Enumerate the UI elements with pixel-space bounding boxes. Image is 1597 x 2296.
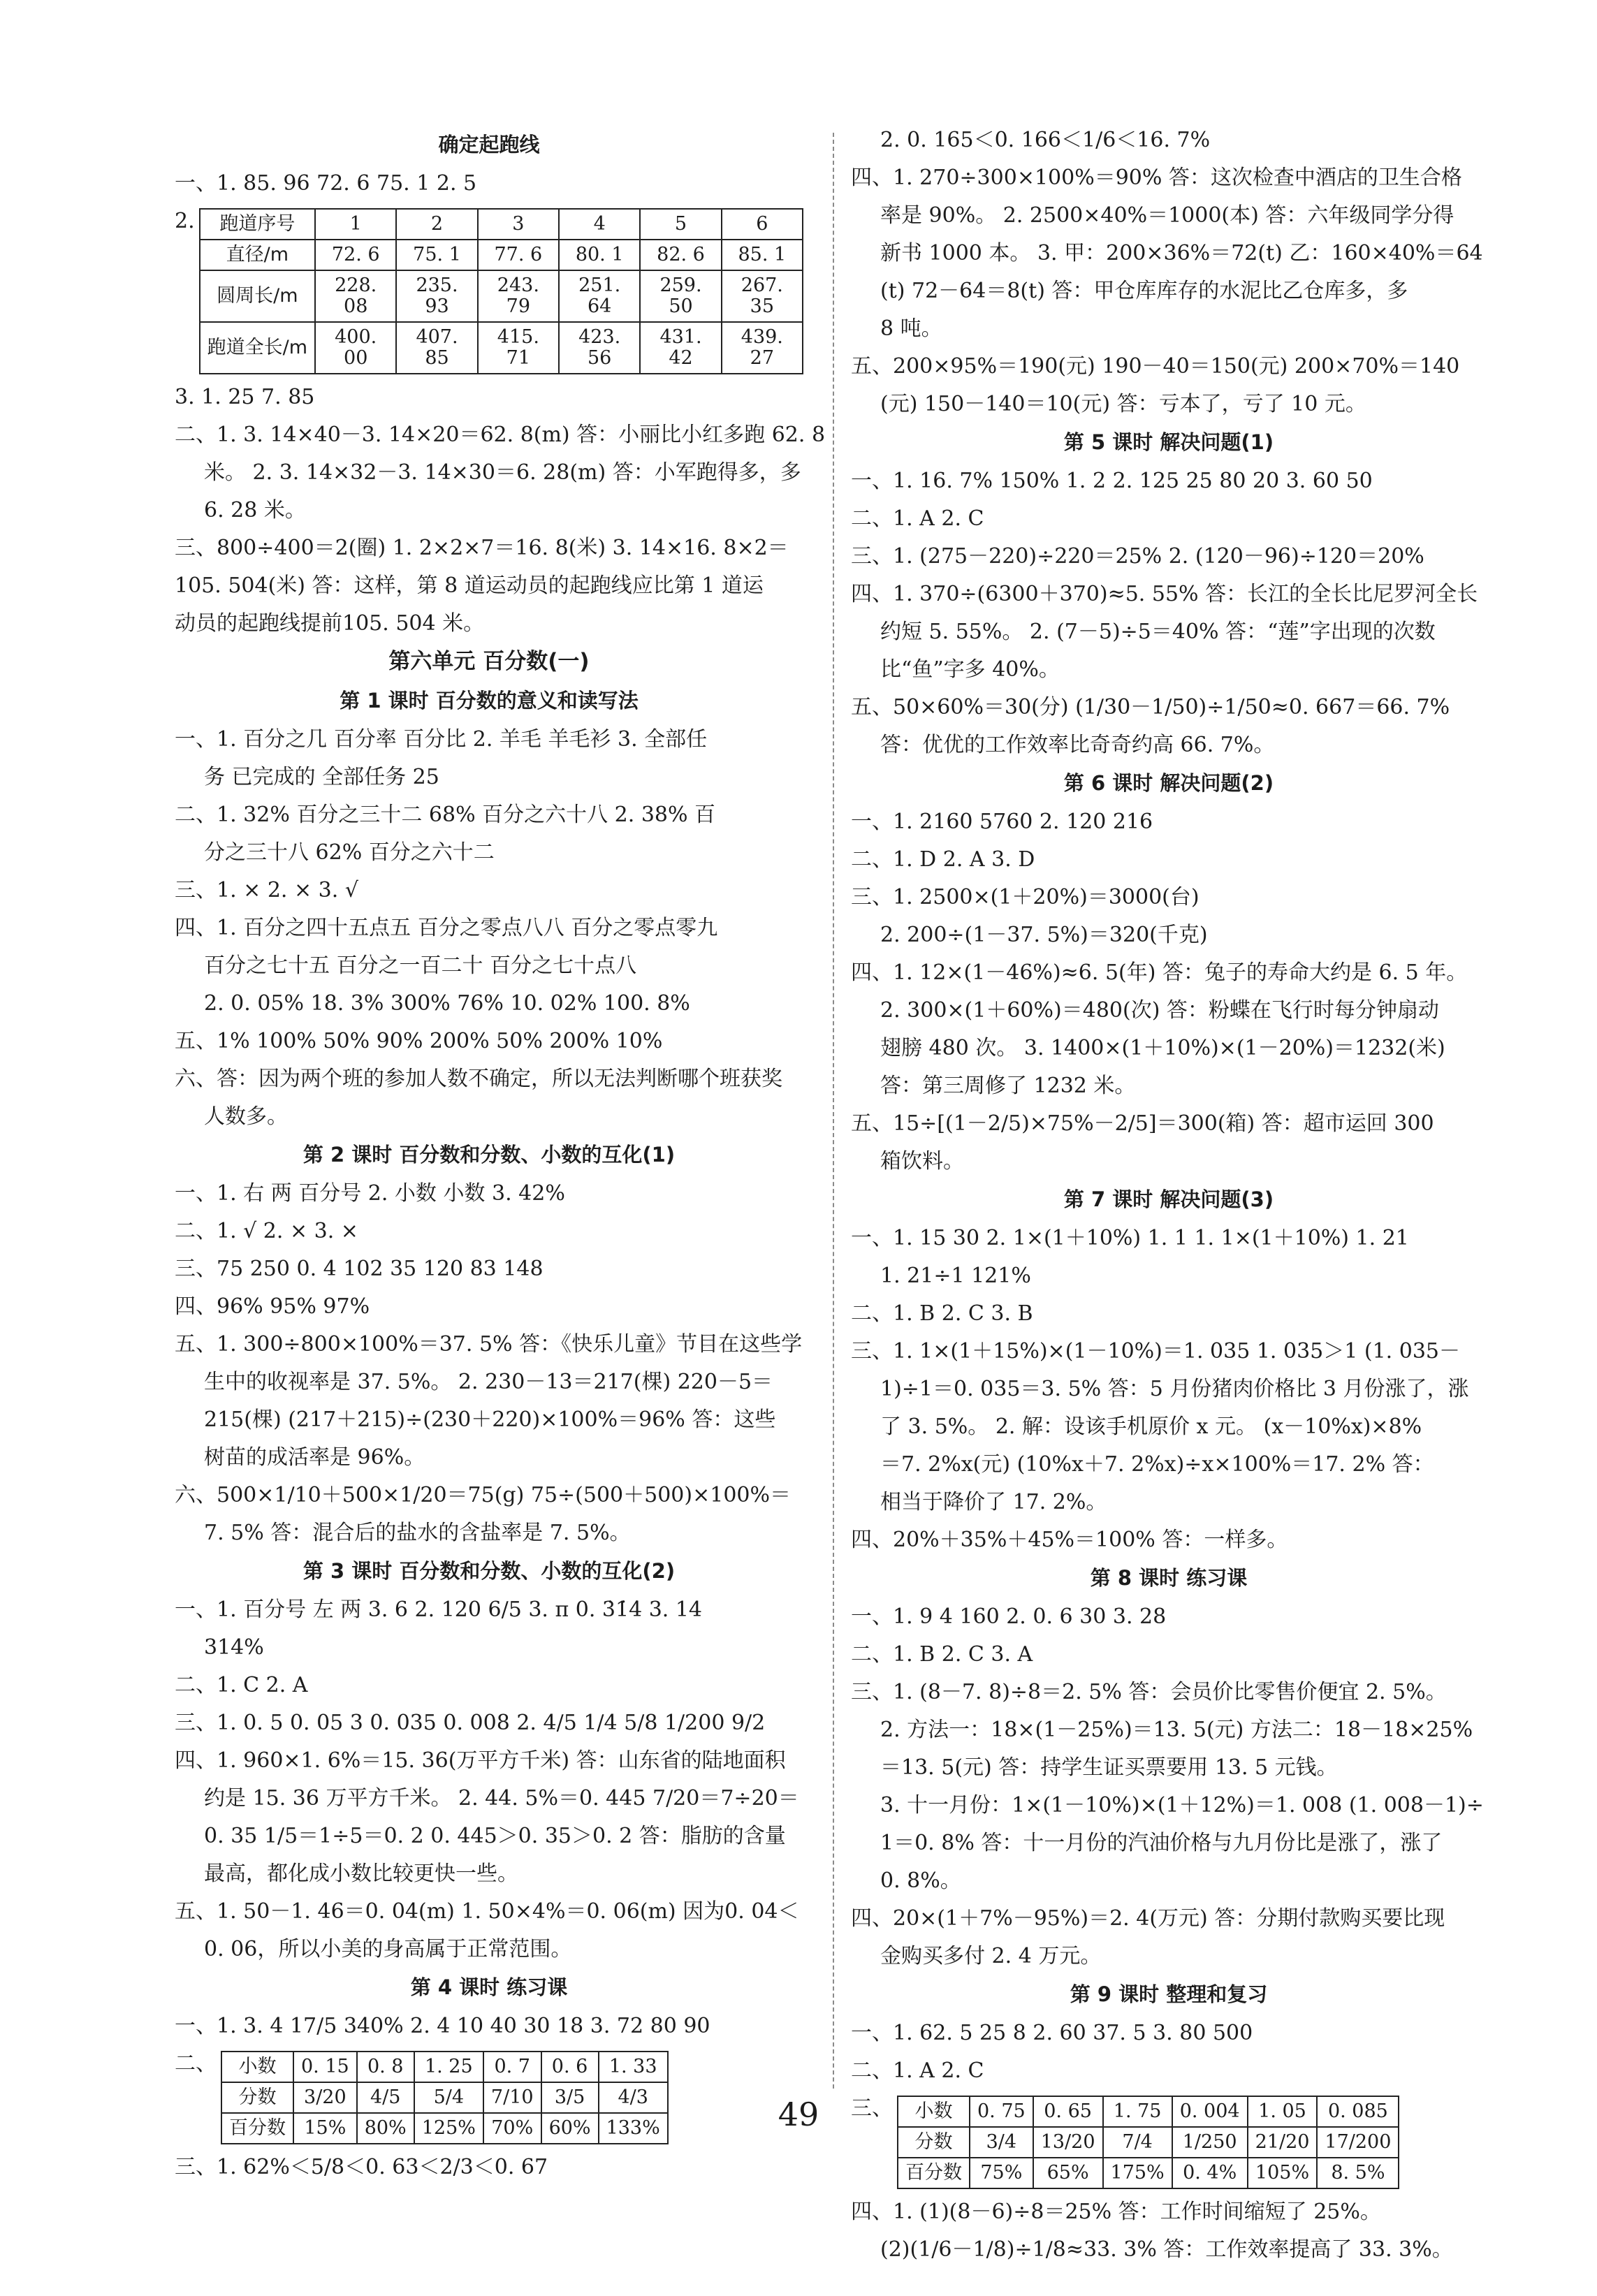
table-cell: 175% (1103, 2158, 1172, 2188)
table-cell: 228. 08 (315, 270, 396, 322)
answer-table-block (175, 205, 803, 381)
table-cell: 1. 25 (414, 2052, 483, 2082)
table-cell: 0. 65 (1033, 2096, 1103, 2127)
answer-line: ＝7. 2%x(元) (10%x＋7. 2%x)÷x×100%＝17. 2% 答： (880, 1452, 1434, 1477)
table-cell: 5 (640, 209, 721, 240)
answer-line: 105. 504(米) 答：这样，第 8 道运动员的起跑线应比第 1 道运 (175, 573, 764, 598)
table-cell: 0. 8 (357, 2052, 414, 2082)
answer-line: 四、1. 百分之四十五点五 百分之零点八八 百分之零点零九 (175, 916, 718, 940)
table-cell: 0. 6 (541, 2052, 599, 2082)
right-column (851, 124, 1487, 2272)
answer-line: 0. 06，所以小美的身高属于正常范围。 (204, 1937, 572, 1961)
answer-line: 树苗的成活率是 96%。 (204, 1445, 425, 1470)
answer-line: 1)÷1＝0. 035＝3. 5% 答：5 月份猪肉价格比 3 月份涨了，涨 (880, 1377, 1469, 1401)
table-cell: 13/20 (1033, 2127, 1103, 2158)
lesson-title: 第 1 课时 百分数的意义和读写法 (340, 689, 639, 712)
table-header-cell: 百分数 (898, 2158, 970, 2188)
answer-line: 三、1. 62%＜5/8＜0. 63＜2/3＜0. 67 (175, 2155, 548, 2179)
lesson-title: 第 4 课时 练习课 (410, 1975, 568, 1999)
answer-line: 六、答：因为两个班的参加人数不确定，所以无法判断哪个班获奖 (175, 1067, 782, 1091)
answer-line: 最高，都化成小数比较更快一些。 (204, 1862, 518, 1886)
table-cell: 3/4 (970, 2127, 1033, 2158)
answer-line: 二、1. B 2. C 3. A (851, 1642, 1033, 1667)
answer-line: 三、75 250 0. 4 102 35 120 83 148 (175, 1257, 544, 1281)
answer-label: 2. (175, 209, 195, 233)
answer-line: (2)(1/6－1/8)÷1/8≈33. 3% 答：工作效率提高了 33. 3%。 (880, 2237, 1453, 2262)
table-header-cell: 分数 (221, 2082, 293, 2113)
table-row (898, 2158, 1399, 2188)
answer-line: 8 吨。 (880, 316, 942, 341)
answer-line: 1＝0. 8% 答：十一月份的汽油价格与九月份比是涨了，涨了 (880, 1831, 1443, 1855)
answer-line: 四、96% 95% 97% (175, 1294, 370, 1319)
answer-line: 二、1. 32% 百分之三十二 68% 百分之六十八 2. 38% 百 (175, 803, 716, 827)
table-row (200, 240, 803, 270)
answer-line: 五、15÷[(1－2/5)×75%－2/5]＝300(箱) 答：超市运回 300 (851, 1111, 1434, 1136)
answer-line: 7. 5% 答：混合后的盐水的含盐率是 7. 5%。 (204, 1521, 631, 1545)
lesson-title: 第 8 课时 练习课 (1090, 1566, 1248, 1590)
lesson-title: 第 2 课时 百分数和分数、小数的互化(1) (302, 1143, 676, 1167)
table-cell: 72. 6 (315, 240, 396, 270)
answer-line: 2. 200÷(1－37. 5%)＝320(千克) (880, 923, 1208, 947)
answer-line: 金购买多付 2. 4 万元。 (880, 1944, 1102, 1968)
table-cell: 439. 27 (722, 322, 803, 374)
answer-line: 三、1. 1×(1＋15%)×(1－10%)＝1. 035 1. 035＞1 (1. 035－ (851, 1339, 1460, 1363)
table-cell: 6 (722, 209, 803, 240)
answer-line: 务 已完成的 全部任务 25 (204, 765, 439, 789)
answer-line: 五、200×95%＝190(元) 190－40＝150(元) 200×70%＝140 (851, 354, 1460, 379)
answer-line: (元) 150－140＝10(元) 答：亏本了，亏了 10 元。 (880, 392, 1366, 416)
answer-line: 相当于降价了 17. 2%。 (880, 1490, 1107, 1514)
answer-line: 二、1. B 2. C 3. B (851, 1301, 1033, 1326)
table-cell: 133% (599, 2113, 668, 2144)
lesson-title: 第 7 课时 解决问题(3) (1063, 1187, 1274, 1211)
table-header-cell: 分数 (898, 2127, 970, 2158)
unit-title: 第六单元 百分数(一) (388, 649, 590, 674)
table-row (200, 322, 803, 374)
answer-line: 一、1. 右 两 百分号 2. 小数 小数 3. 42% (175, 1181, 565, 1206)
table-header-cell: 小数 (221, 2052, 293, 2082)
table-cell: 415. 71 (478, 322, 559, 374)
table-cell: 105% (1248, 2158, 1318, 2188)
table-cell: 7/4 (1103, 2127, 1172, 2158)
table-row (200, 209, 803, 240)
table-cell: 3 (478, 209, 559, 240)
table-cell: 251. 64 (559, 270, 640, 322)
table-cell: 8. 5% (1317, 2158, 1399, 2188)
answer-line: 人数多。 (204, 1104, 288, 1129)
lesson-title: 第 3 课时 百分数和分数、小数的互化(2) (302, 1559, 676, 1583)
table-cell: 1. 75 (1103, 2096, 1172, 2127)
answer-line: 215(棵) (217＋215)÷(230＋220)×100%＝96% 答：这些 (204, 1407, 776, 1432)
table-cell: 235. 93 (396, 270, 477, 322)
answer-line: 二、1. C 2. A (175, 1673, 308, 1697)
table-header-cell: 圆周长/m (200, 270, 315, 322)
answer-line: 三、1. (275－220)÷220＝25% 2. (120－96)÷120＝20% (851, 544, 1424, 569)
answer-line: 三、1. (8－7. 8)÷8＝2. 5% 答：会员价比零售价便宜 2. 5%。 (851, 1680, 1447, 1704)
answer-line: 答：第三周修了 1232 米。 (880, 1074, 1136, 1098)
answer-line: 三、1. 0. 5 0. 05 3 0. 035 0. 008 2. 4/5 1/4 5/8 1/200 9/2 (175, 1711, 766, 1735)
answer-line: (t) 72－64＝8(t) 答：甲仓库库存的水泥比乙仓库多，多 (880, 279, 1408, 303)
table-cell: 75% (970, 2158, 1033, 2188)
answer-label: 二、 (175, 2052, 217, 2076)
answer-line: 0. 8%。 (880, 1869, 961, 1893)
answer-line: 五、1% 100% 50% 90% 200% 50% 200% 10% (175, 1029, 663, 1053)
answer-line: 一、1. 百分号 左 两 3. 6 2. 120 6/5 3. π 0. 3̇1̇4̇ 3. 14 (175, 1597, 703, 1622)
answer-line: 2. 300×(1＋60%)＝480(次) 答：粉蝶在飞行时每分钟扇动 (880, 998, 1439, 1023)
table-cell: 75. 1 (396, 240, 477, 270)
table-cell: 85. 1 (722, 240, 803, 270)
answer-line: 三、800÷400＝2(圈) 1. 2×2×7＝16. 8(米) 3. 14×16. 8×2＝ (175, 536, 789, 560)
answer-line: 一、1. 15 30 2. 1×(1＋10%) 1. 1 1. 1×(1＋10%) 1. 21 (851, 1226, 1409, 1250)
table-row (200, 270, 803, 322)
table-cell: 4 (559, 209, 640, 240)
answer-line: 三、1. 2500×(1＋20%)＝3000(台) (851, 885, 1199, 909)
answer-line: 四、20×(1＋7%－95%)＝2. 4(万元) 答：分期付款购买要比现 (851, 1906, 1445, 1931)
lesson-title: 第 5 课时 解决问题(1) (1063, 430, 1274, 454)
answer-line: 六、500×1/10＋500×1/20＝75(g) 75÷(500＋500)×100%＝ (175, 1483, 791, 1507)
table-header-cell: 百分数 (221, 2113, 293, 2144)
answer-line: 四、1. (1)(8－6)÷8＝25% 答：工作时间缩短了 25%。 (851, 2200, 1381, 2224)
table-cell: 423. 56 (559, 322, 640, 374)
table-cell: 1 (315, 209, 396, 240)
answer-line: 一、1. 3. 4 17/5 340% 2. 4 10 40 30 18 3. 72 80 90 (175, 2014, 710, 2038)
table-cell: 2 (396, 209, 477, 240)
page-number: 49 (778, 2096, 819, 2133)
table-cell: 1/250 (1172, 2127, 1248, 2158)
table-cell: 407. 85 (396, 322, 477, 374)
table-header-cell: 跑道全长/m (200, 322, 315, 374)
table-cell: 0. 15 (293, 2052, 357, 2082)
answer-line: 一、1. 16. 7% 150% 1. 2 2. 125 25 80 20 3. 60 50 (851, 469, 1373, 493)
left-column (175, 124, 826, 2189)
answer-line: 翅膀 480 次。 3. 1400×(1＋10%)×(1－20%)＝1232(米) (880, 1036, 1445, 1060)
answer-line: 314% (204, 1635, 264, 1660)
lesson-title: 第 6 课时 解决问题(2) (1063, 771, 1274, 795)
table-cell: 70% (483, 2113, 541, 2144)
answer-line: 了 3. 5%。 2. 解：设该手机原价 x 元。 (x－10%x)×8% (880, 1414, 1422, 1439)
answer-line: 一、1. 85. 96 72. 6 75. 1 2. 5 (175, 171, 477, 196)
answer-line: 四、1. 12×(1－46%)≈6. 5(年) 答：兔子的寿命大约是 6. 5 年。 (851, 960, 1468, 985)
answer-line: 1. 21÷1 121% (880, 1264, 1031, 1288)
answer-line: 分之三十八 62% 百分之六十二 (204, 840, 495, 865)
table-cell: 80. 1 (559, 240, 640, 270)
table-cell: 400. 00 (315, 322, 396, 374)
answer-line: 6. 28 米。 (204, 498, 306, 522)
answer-line: 四、1. 370÷(6300＋370)≈5. 55% 答：长江的全长比尼罗河全长 (851, 582, 1478, 606)
answer-line: 米。 2. 3. 14×32－3. 14×30＝6. 28(m) 答：小军跑得多，多 (204, 460, 801, 485)
table-cell: 4/3 (599, 2082, 668, 2113)
answer-line: 3. 1. 25 7. 85 (175, 385, 315, 409)
answer-line: 三、1. × 2. × 3. √ (175, 878, 358, 902)
answer-line: 二、1. A 2. C (851, 506, 984, 531)
answer-line: ＝13. 5(元) 答：持学生证买票要用 13. 5 元钱。 (880, 1755, 1338, 1780)
table-cell: 1. 05 (1248, 2096, 1318, 2127)
table-cell: 80% (357, 2113, 414, 2144)
table-cell: 7/10 (483, 2082, 541, 2113)
answer-line: 新书 1000 本。 3. 甲：200×36%＝72(t) 乙：160×40%＝64 (880, 241, 1483, 265)
table-cell: 4/5 (357, 2082, 414, 2113)
answer-line: 2. 0. 05% 18. 3% 300% 76% 10. 02% 100. 8% (204, 991, 690, 1016)
table-cell: 0. 085 (1317, 2096, 1399, 2127)
answer-line: 五、50×60%＝30(分) (1/30－1/50)÷1/50≈0. 667＝66. 7% (851, 695, 1450, 719)
answer-line: 0. 35 1/5＝1÷5＝0. 2 0. 445＞0. 35＞0. 2 答：脂肪的含量 (204, 1824, 786, 1848)
answer-line: 生中的收视率是 37. 5%。 2. 230－13＝217(棵) 220－5＝ (204, 1370, 773, 1394)
answer-line: 二、1. A 2. C (851, 2059, 984, 2083)
answer-line: 五、1. 50－1. 46＝0. 04(m) 1. 50×4%＝0. 06(m) 因为0. 04＜ (175, 1899, 799, 1924)
answer-line: 一、1. 62. 5 25 8 2. 60 37. 5 3. 80 500 (851, 2021, 1253, 2045)
answer-line: 一、1. 2160 5760 2. 120 216 (851, 810, 1153, 834)
table-cell: 82. 6 (640, 240, 721, 270)
column-divider (833, 133, 834, 2089)
answer-line: 五、1. 300÷800×100%＝37. 5% 答：《快乐儿童》节目在这些学 (175, 1332, 803, 1357)
answer-line: 比“鱼”字多 40%。 (880, 657, 1060, 682)
table-cell: 77. 6 (478, 240, 559, 270)
table-cell: 3/5 (541, 2082, 599, 2113)
table-cell: 60% (541, 2113, 599, 2144)
table-header-cell: 小数 (898, 2096, 970, 2127)
answer-line: 四、1. 270÷300×100%＝90% 答：这次检查中酒店的卫生合格 (851, 166, 1462, 190)
table-cell: 21/20 (1248, 2127, 1318, 2158)
table-cell: 0. 7 (483, 2052, 541, 2082)
answer-label: 三、 (851, 2096, 893, 2121)
table-cell: 5/4 (414, 2082, 483, 2113)
table-cell: 0. 004 (1172, 2096, 1248, 2127)
answer-line: 箱饮料。 (880, 1149, 964, 1173)
lesson-title: 第 9 课时 整理和复习 (1070, 1982, 1268, 2006)
table-cell: 65% (1033, 2158, 1103, 2188)
answer-line: 百分之七十五 百分之一百二十 百分之七十点八 (204, 953, 637, 978)
table-cell: 0. 75 (970, 2096, 1033, 2127)
table-cell: 15% (293, 2113, 357, 2144)
table-cell: 243. 79 (478, 270, 559, 322)
answer-line: 动员的起跑线提前105. 504 米。 (175, 611, 485, 636)
table-cell: 125% (414, 2113, 483, 2144)
section-title: 确定起跑线 (438, 133, 540, 156)
table-cell: 3/20 (293, 2082, 357, 2113)
answer-line: 四、20%＋35%＋45%＝100% 答：一样多。 (851, 1528, 1288, 1552)
answer-line: 二、1. √ 2. × 3. × (175, 1219, 358, 1243)
table-cell: 0. 4% (1172, 2158, 1248, 2188)
answer-line: 一、1. 百分之几 百分率 百分比 2. 羊毛 羊毛衫 3. 全部任 (175, 727, 708, 752)
answer-line: 二、1. 3. 14×40－3. 14×20＝62. 8(m) 答：小丽比小红多跑 62. 8 (175, 423, 826, 447)
answer-line: 2. 方法一：18×(1－25%)＝13. 5(元) 方法二：18－18×25% (880, 1718, 1473, 1742)
table-cell: 1. 33 (599, 2052, 668, 2082)
answer-line: 二、1. D 2. A 3. D (851, 847, 1035, 872)
table-cell: 267. 35 (722, 270, 803, 322)
answer-line: 四、1. 960×1. 6%＝15. 36(万平方千米) 答：山东省的陆地面积 (175, 1748, 786, 1773)
answer-line: 一、1. 9 4 160 2. 0. 6 30 3. 28 (851, 1604, 1167, 1629)
answer-line: 约短 5. 55%。 2. (7－5)÷5＝40% 答：“莲”字出现的次数 (880, 620, 1436, 644)
table-cell: 17/200 (1317, 2127, 1399, 2158)
answer-line: 答：优优的工作效率比奇奇约高 66. 7%。 (880, 733, 1275, 757)
answer-line: 3. 十一月份：1×(1－10%)×(1＋12%)＝1. 008 (1. 008－1)÷ (880, 1793, 1484, 1818)
track-table (199, 208, 803, 374)
table-cell: 431. 42 (640, 322, 721, 374)
table-header-cell: 跑道序号 (200, 209, 315, 240)
answer-line: 2. 0. 165＜0. 166＜1/6＜16. 7% (880, 128, 1211, 152)
table-header-cell: 直径/m (200, 240, 315, 270)
table-cell: 259. 50 (640, 270, 721, 322)
table-row (221, 2052, 668, 2082)
answer-line: 率是 90%。 2. 2500×40%＝1000(本) 答：六年级同学分得 (880, 203, 1454, 228)
answer-line: 约是 15. 36 万平方千米。 2. 44. 5%＝0. 445 7/20＝7÷20＝ (204, 1786, 799, 1811)
